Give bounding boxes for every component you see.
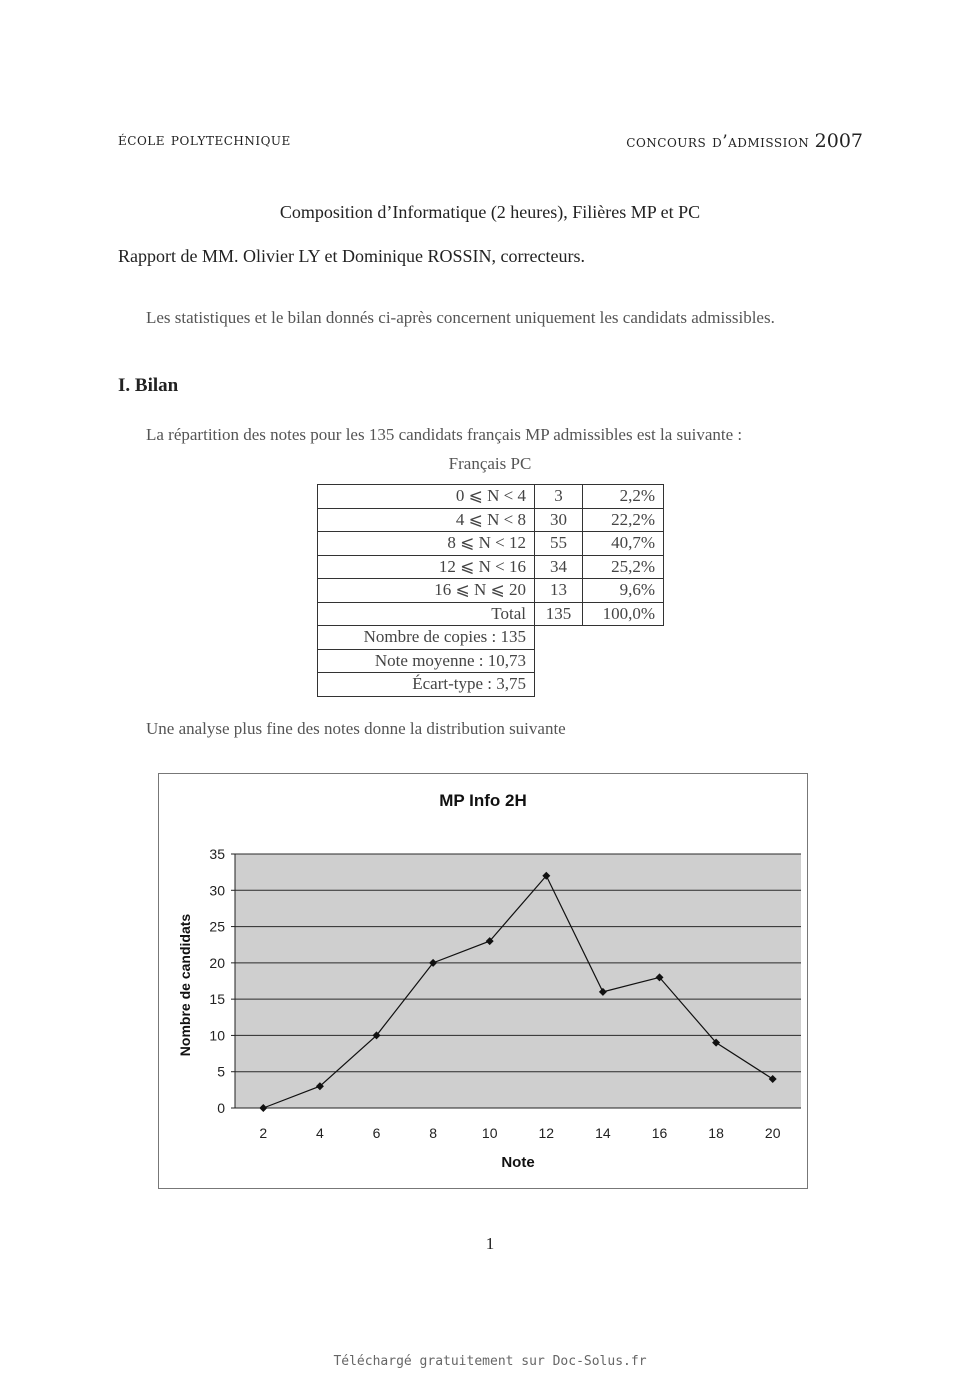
range-cell: 8 ⩽ N < 12	[318, 532, 535, 556]
table-row	[318, 602, 664, 626]
blank-cell	[535, 673, 664, 697]
header-institution: école polytechnique	[118, 130, 291, 150]
count-cell: 34	[535, 555, 583, 579]
x-tick-label: 10	[481, 1125, 498, 1141]
summary-cell: Nombre de copies : 135	[318, 626, 535, 650]
table-row	[318, 508, 664, 532]
percent-cell: 9,6%	[583, 579, 664, 603]
x-tick-label: 2	[259, 1125, 268, 1141]
range-cell: 16 ⩽ N ⩽ 20	[318, 579, 535, 603]
section-heading: I. Bilan	[118, 375, 179, 396]
y-tick-label: 10	[209, 1027, 225, 1044]
summary-cell: Écart-type : 3,75	[318, 673, 535, 697]
count-cell: 30	[535, 508, 583, 532]
count-cell: 3	[535, 485, 583, 509]
x-tick-label: 14	[595, 1125, 611, 1141]
x-tick-label: 20	[764, 1125, 781, 1141]
x-tick-label: 8	[429, 1125, 437, 1141]
y-tick-label: 0	[217, 1100, 225, 1116]
summary-row	[318, 673, 664, 697]
summary-row	[318, 649, 664, 673]
header-exam	[626, 130, 863, 152]
table-row	[318, 579, 664, 603]
summary-cell: Note moyenne : 10,73	[318, 649, 535, 673]
count-cell: 55	[535, 532, 583, 556]
chart-frame	[158, 773, 808, 1189]
x-tick-label: 18	[708, 1125, 724, 1141]
y-axis-label: Nombre de candidats	[177, 913, 193, 1057]
report-authors: Rapport de MM. Olivier LY et Dominique ROSSIN, correcteurs.	[118, 246, 585, 266]
header-exam-label: concours d’admission	[626, 132, 810, 152]
intro-paragraph: Les statistiques et le bilan donnés ci-après concernent uniquement les candidats admissibles.	[146, 308, 775, 327]
count-cell: 13	[535, 579, 583, 603]
y-tick-label: 35	[209, 846, 225, 862]
distribution-chart	[159, 774, 807, 1188]
y-tick-label: 20	[209, 954, 225, 971]
blank-cell	[535, 649, 664, 673]
document-title: Composition d’Informatique (2 heures), Filières MP et PC	[279, 202, 701, 222]
x-tick-label: 6	[372, 1125, 381, 1141]
grades-table	[317, 484, 664, 697]
range-cell: 0 ⩽ N < 4	[318, 485, 535, 509]
header-year: 2007	[814, 130, 863, 152]
x-tick-label: 12	[538, 1125, 555, 1141]
range-cell: 12 ⩽ N < 16	[318, 555, 535, 579]
percent-cell: 40,7%	[583, 532, 664, 556]
blank-cell	[535, 626, 664, 650]
table-row	[318, 485, 664, 509]
x-axis-label: Note	[501, 1154, 535, 1171]
distribution-intro: La répartition des notes pour les 135 candidats français MP admissibles est la suivante :	[146, 425, 743, 444]
range-cell: Total	[318, 602, 535, 626]
plot-area	[235, 854, 801, 1108]
percent-cell: 25,2%	[583, 555, 664, 579]
fine-analysis-paragraph: Une analyse plus fine des notes donne la distribution suivante	[146, 719, 566, 738]
percent-cell: 100,0%	[583, 602, 664, 626]
count-cell: 135	[535, 602, 583, 626]
x-tick-label: 16	[651, 1125, 668, 1141]
summary-row	[318, 626, 664, 650]
table-row	[318, 532, 664, 556]
y-tick-label: 5	[217, 1063, 225, 1080]
table-caption: Français PC	[448, 454, 532, 473]
page-number: 1	[485, 1234, 495, 1253]
y-tick-label: 30	[209, 882, 225, 899]
table-row	[318, 555, 664, 579]
grades-table-body	[318, 485, 664, 697]
y-tick-label: 15	[209, 991, 225, 1008]
download-footer: Téléchargé gratuitement sur Doc-Solus.fr	[333, 1354, 647, 1369]
percent-cell: 2,2%	[583, 485, 664, 509]
x-tick-label: 4	[316, 1125, 324, 1141]
percent-cell: 22,2%	[583, 508, 664, 532]
chart-title: MP Info 2H	[439, 791, 527, 810]
y-tick-label: 25	[209, 918, 225, 935]
range-cell: 4 ⩽ N < 8	[318, 508, 535, 532]
